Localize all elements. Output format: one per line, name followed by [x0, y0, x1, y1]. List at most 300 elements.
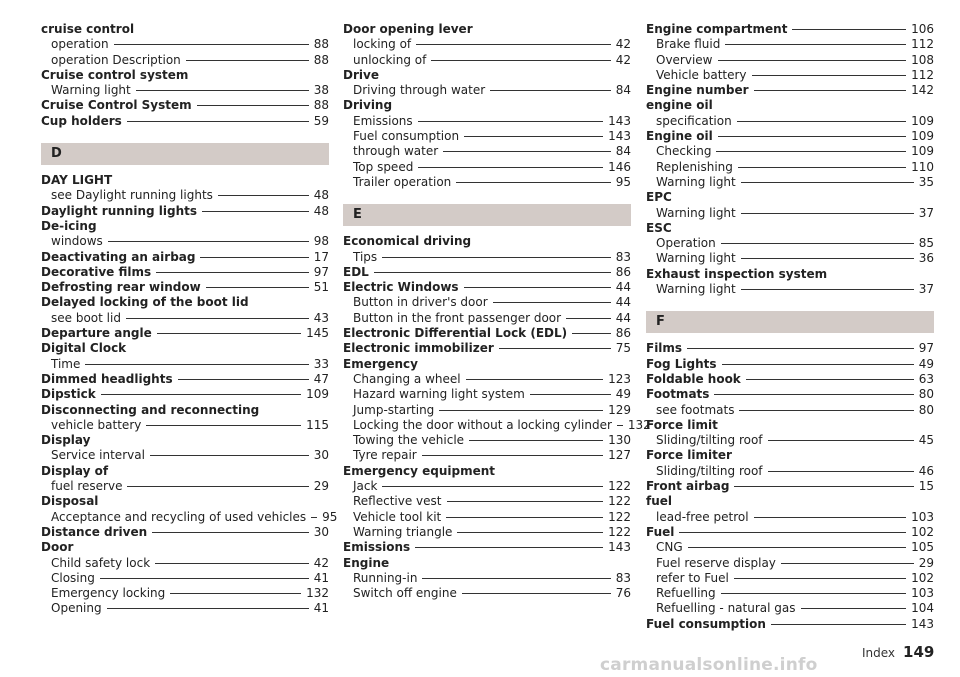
- index-subentry[interactable]: [343, 295, 631, 310]
- index-entry[interactable]: [41, 114, 329, 129]
- page-reference[interactable]: 97: [918, 341, 934, 356]
- index-entry[interactable]: [646, 525, 934, 540]
- index-subentry[interactable]: [343, 571, 631, 586]
- index-subentry[interactable]: [343, 510, 631, 525]
- leader-line: [155, 563, 309, 564]
- entry-text: Departure angle: [41, 326, 152, 341]
- index-entry: [343, 357, 631, 372]
- page-reference[interactable]: 109: [911, 144, 934, 159]
- page-reference[interactable]: 143: [911, 616, 934, 631]
- entry-text: Disconnecting and reconnecting: [41, 402, 260, 417]
- page-reference[interactable]: 29: [313, 479, 329, 494]
- index-entry[interactable]: [646, 22, 934, 37]
- index-subentry[interactable]: [41, 601, 329, 616]
- index-subentry[interactable]: [343, 311, 631, 326]
- index-entry[interactable]: [646, 129, 934, 144]
- index-subentry[interactable]: [41, 509, 338, 525]
- page-reference[interactable]: 123: [608, 371, 631, 386]
- index-subentry[interactable]: [343, 144, 631, 159]
- entry-text: Running-in: [353, 570, 418, 585]
- page-reference[interactable]: 83: [615, 570, 631, 585]
- page-reference[interactable]: 143: [608, 540, 631, 555]
- index-subentry[interactable]: [41, 188, 329, 203]
- entry-text: De-icing: [41, 218, 97, 233]
- page-reference[interactable]: 75: [615, 341, 631, 356]
- index-subentry[interactable]: [646, 236, 934, 251]
- entry-text: Tips: [353, 249, 378, 264]
- page-reference[interactable]: 122: [608, 479, 631, 494]
- entry-text: Driving through water: [353, 83, 486, 98]
- page-reference[interactable]: 88: [313, 52, 329, 67]
- leader-line: [206, 287, 309, 288]
- entry-text: locking of: [353, 37, 412, 52]
- entry-text: EDL: [343, 264, 369, 279]
- page-reference[interactable]: 51: [313, 280, 329, 295]
- index-subentry[interactable]: [343, 175, 631, 190]
- page-reference[interactable]: 45: [918, 433, 934, 448]
- index-subentry[interactable]: [646, 160, 934, 175]
- page-reference[interactable]: 76: [615, 586, 631, 601]
- index-entry[interactable]: [646, 617, 934, 632]
- index-subentry[interactable]: [41, 586, 329, 601]
- index-column-2: [343, 22, 651, 601]
- entry-text: Engine oil: [646, 129, 713, 144]
- page-reference[interactable]: 49: [615, 387, 631, 402]
- index-subentry[interactable]: [343, 448, 631, 463]
- leader-line: [734, 578, 906, 579]
- index-subentry[interactable]: [41, 479, 329, 494]
- index-subentry[interactable]: [646, 282, 934, 297]
- index-entry[interactable]: [41, 280, 329, 295]
- page-reference[interactable]: 108: [911, 52, 934, 67]
- entry-text: Door opening lever: [343, 22, 473, 36]
- leader-line: [469, 440, 603, 441]
- index-entry[interactable]: [343, 265, 631, 280]
- page-reference[interactable]: 84: [615, 83, 631, 98]
- entry-text: Economical driving: [343, 234, 472, 249]
- entry-text: Front airbag: [646, 479, 730, 494]
- page-reference[interactable]: 37: [918, 205, 934, 220]
- page-reference[interactable]: 88: [313, 37, 329, 52]
- page-reference[interactable]: 104: [911, 601, 934, 616]
- page-reference[interactable]: 43: [313, 310, 329, 325]
- leader-line: [741, 182, 914, 183]
- index-subentry[interactable]: [343, 37, 631, 52]
- page-reference[interactable]: 143: [608, 113, 631, 128]
- index-entry[interactable]: [646, 387, 934, 402]
- leader-line: [687, 348, 914, 349]
- page-reference[interactable]: 17: [313, 249, 329, 264]
- leader-line: [456, 182, 610, 183]
- leader-line: [415, 547, 603, 548]
- page-reference[interactable]: 59: [313, 113, 329, 128]
- index-entry[interactable]: [41, 204, 329, 219]
- leader-line: [126, 318, 309, 319]
- page-reference[interactable]: 112: [911, 67, 934, 82]
- page-reference[interactable]: 109: [911, 113, 934, 128]
- entry-text: CNG: [656, 540, 683, 555]
- entry-text: Sliding/tilting roof: [656, 463, 763, 478]
- leader-line: [464, 136, 603, 137]
- entry-text: Sliding/tilting roof: [656, 433, 763, 448]
- page-reference[interactable]: 109: [911, 129, 934, 144]
- index-subentry[interactable]: [41, 571, 329, 586]
- index-subentry[interactable]: [41, 357, 329, 372]
- entry-text: Defrosting rear window: [41, 280, 201, 295]
- index-subentry[interactable]: [343, 387, 631, 402]
- index-subentry[interactable]: [41, 556, 329, 571]
- entry-text: Emergency equipment: [343, 463, 496, 478]
- entry-text: Trailer operation: [353, 174, 452, 189]
- index-subentry[interactable]: [343, 372, 631, 387]
- leader-line: [157, 333, 301, 334]
- entry-text: Acceptance and recycling of used vehicles: [51, 509, 307, 524]
- leader-line: [741, 258, 914, 259]
- index-entry[interactable]: [646, 83, 934, 98]
- entry-text: Emergency locking: [51, 586, 166, 601]
- leader-line: [178, 379, 309, 380]
- leader-line: [725, 44, 906, 45]
- entry-text: Footmats: [646, 387, 710, 402]
- entry-text: see boot lid: [51, 310, 121, 325]
- index-subentry[interactable]: [343, 160, 631, 175]
- leader-line: [127, 486, 308, 487]
- index-entry[interactable]: [41, 98, 329, 113]
- entry-text: Emissions: [353, 113, 413, 128]
- page-reference[interactable]: 30: [313, 524, 329, 539]
- page-reference[interactable]: 106: [911, 22, 934, 36]
- index-subentry[interactable]: [646, 403, 934, 418]
- page-reference[interactable]: 130: [608, 433, 631, 448]
- entry-text: Engine number: [646, 83, 749, 98]
- entry-text: see Daylight running lights: [51, 188, 213, 203]
- page-reference[interactable]: 44: [615, 295, 631, 310]
- page-reference[interactable]: 98: [313, 234, 329, 249]
- index-entry[interactable]: [343, 280, 631, 295]
- leader-line: [422, 578, 610, 579]
- page-reference[interactable]: 30: [313, 448, 329, 463]
- entry-text: Warning triangle: [353, 524, 453, 539]
- page-reference[interactable]: 105: [911, 540, 934, 555]
- page-reference[interactable]: 47: [313, 371, 329, 386]
- index-subentry[interactable]: [343, 494, 631, 509]
- entry-text: Fuel: [646, 524, 675, 539]
- index-subentry[interactable]: [646, 601, 934, 616]
- page-footer: [862, 643, 934, 661]
- entry-text: Electronic Differential Lock (EDL): [343, 326, 568, 341]
- index-entry[interactable]: [41, 387, 329, 402]
- index-subentry[interactable]: [646, 540, 934, 555]
- leader-line: [457, 532, 603, 533]
- leader-line: [150, 455, 309, 456]
- entry-text: Closing: [51, 570, 95, 585]
- page-reference[interactable]: 145: [306, 326, 329, 341]
- index-subentry[interactable]: [343, 114, 631, 129]
- page-reference[interactable]: 142: [911, 83, 934, 98]
- leader-line: [311, 517, 317, 518]
- leader-line: [152, 532, 309, 533]
- index-entry: [41, 295, 329, 310]
- page-reference[interactable]: 33: [313, 356, 329, 371]
- entry-text: Towing the vehicle: [353, 433, 465, 448]
- page-reference[interactable]: 38: [313, 83, 329, 98]
- entry-text: operation: [51, 37, 109, 52]
- index-subentry[interactable]: [41, 448, 329, 463]
- page-reference[interactable]: 49: [918, 356, 934, 371]
- index-entry: [41, 464, 329, 479]
- index-subentry[interactable]: [343, 417, 651, 433]
- page-reference[interactable]: 42: [615, 52, 631, 67]
- entry-text: Dimmed headlights: [41, 371, 173, 386]
- page-reference[interactable]: 85: [918, 236, 934, 251]
- leader-line: [462, 593, 611, 594]
- index-entry: [343, 234, 631, 249]
- index-entry[interactable]: [343, 341, 631, 356]
- index-entry[interactable]: [646, 372, 934, 387]
- entry-text: specification: [656, 113, 732, 128]
- leader-line: [721, 593, 906, 594]
- entry-text: Films: [646, 341, 683, 356]
- leader-line: [493, 302, 611, 303]
- leader-line: [218, 195, 309, 196]
- page-reference[interactable]: 102: [911, 570, 934, 585]
- entry-text: Cruise Control System: [41, 98, 192, 113]
- index-subentry[interactable]: [646, 144, 934, 159]
- leader-line: [170, 593, 301, 594]
- index-subentry[interactable]: [646, 206, 934, 221]
- entry-text: lead-free petrol: [656, 509, 749, 524]
- leader-line: [439, 410, 603, 411]
- page-reference[interactable]: 48: [313, 188, 329, 203]
- index-subentry[interactable]: [646, 37, 934, 52]
- index-entry[interactable]: [343, 326, 631, 341]
- index-entry[interactable]: [41, 326, 329, 341]
- leader-line: [617, 425, 623, 426]
- page-reference[interactable]: 146: [608, 159, 631, 174]
- leader-line: [127, 121, 309, 122]
- entry-text: through water: [353, 144, 439, 159]
- index-subentry[interactable]: [41, 53, 329, 68]
- index-subentry[interactable]: [646, 251, 934, 266]
- page-reference[interactable]: 83: [615, 249, 631, 264]
- leader-line: [741, 213, 914, 214]
- index-subentry[interactable]: [343, 53, 631, 68]
- page-reference[interactable]: 80: [918, 387, 934, 402]
- page-reference[interactable]: 37: [918, 282, 934, 297]
- page-reference[interactable]: 122: [608, 494, 631, 509]
- entry-text: Button in the front passenger door: [353, 310, 562, 325]
- entry-text: Refuelling - natural gas: [656, 601, 796, 616]
- entry-text: Electronic immobilizer: [343, 341, 494, 356]
- index-entry: [646, 494, 934, 509]
- index-subentry[interactable]: [646, 571, 934, 586]
- page-reference[interactable]: 35: [918, 174, 934, 189]
- leader-line: [737, 121, 906, 122]
- leader-line: [146, 425, 301, 426]
- page-reference[interactable]: 115: [306, 417, 329, 432]
- leader-line: [447, 501, 604, 502]
- page-reference[interactable]: 132: [627, 417, 651, 432]
- entry-text: Hazard warning light system: [353, 387, 525, 402]
- index-subentry[interactable]: [343, 250, 631, 265]
- index-entry[interactable]: [646, 341, 934, 356]
- page-reference[interactable]: 48: [313, 203, 329, 218]
- leader-line: [754, 517, 907, 518]
- index-entry: [646, 221, 934, 236]
- leader-line: [530, 394, 611, 395]
- page-reference[interactable]: 86: [615, 326, 631, 341]
- page-reference[interactable]: 44: [615, 310, 631, 325]
- index-entry[interactable]: [41, 265, 329, 280]
- leader-line: [718, 136, 906, 137]
- page-reference[interactable]: 143: [608, 129, 631, 144]
- leader-line: [721, 243, 914, 244]
- leader-line: [679, 532, 906, 533]
- index-entry[interactable]: [646, 357, 934, 372]
- page-reference[interactable]: 84: [615, 144, 631, 159]
- page-reference[interactable]: 109: [306, 387, 329, 402]
- page-reference[interactable]: 42: [615, 37, 631, 52]
- page-reference[interactable]: 80: [918, 402, 934, 417]
- leader-line: [431, 60, 610, 61]
- entry-text: Display of: [41, 463, 109, 478]
- index-entry[interactable]: [41, 372, 329, 387]
- index-entry[interactable]: [41, 250, 329, 265]
- index-subentry[interactable]: [646, 68, 934, 83]
- entry-text: Warning light: [656, 174, 736, 189]
- entry-text: vehicle battery: [51, 417, 142, 432]
- page-reference[interactable]: 63: [918, 371, 934, 386]
- index-entry: [646, 190, 934, 205]
- entry-text: windows: [51, 234, 103, 249]
- page-reference[interactable]: 103: [911, 509, 934, 524]
- index-subentry[interactable]: [343, 433, 631, 448]
- page-reference[interactable]: 42: [313, 555, 329, 570]
- page-reference[interactable]: 112: [911, 37, 934, 52]
- entry-text: Warning light: [656, 282, 736, 297]
- entry-text: see footmats: [656, 402, 735, 417]
- entry-text: cruise control: [41, 22, 135, 36]
- page-reference[interactable]: 95: [615, 174, 631, 189]
- index-subentry[interactable]: [646, 175, 934, 190]
- leader-line: [418, 167, 603, 168]
- page-reference[interactable]: 86: [615, 264, 631, 279]
- page-reference[interactable]: 103: [911, 586, 934, 601]
- entry-text: Driving: [343, 98, 393, 113]
- entry-text: Reflective vest: [353, 494, 442, 509]
- index-subentry[interactable]: [343, 479, 631, 494]
- page-reference[interactable]: 122: [608, 509, 631, 524]
- entry-text: Jack: [353, 479, 378, 494]
- entry-text: Emergency: [343, 356, 418, 371]
- entry-text: Brake fluid: [656, 37, 721, 52]
- index-subentry[interactable]: [41, 311, 329, 326]
- page-reference[interactable]: 102: [911, 524, 934, 539]
- index-subentry[interactable]: [646, 510, 934, 525]
- entry-text: Daylight running lights: [41, 203, 197, 218]
- page-reference[interactable]: 95: [322, 509, 338, 524]
- leader-line: [101, 394, 301, 395]
- page-reference[interactable]: 129: [608, 402, 631, 417]
- index-subentry[interactable]: [343, 403, 631, 418]
- entry-text: Jump-starting: [353, 402, 435, 417]
- index-subentry[interactable]: [646, 586, 934, 601]
- index-subentry[interactable]: [41, 37, 329, 52]
- index-entry: [41, 403, 329, 418]
- entry-text: Delayed locking of the boot lid: [41, 295, 249, 310]
- index-subentry[interactable]: [41, 83, 329, 98]
- entry-text: Deactivating an airbag: [41, 249, 196, 264]
- entry-text: Exhaust inspection system: [646, 266, 828, 281]
- index-entry: [646, 418, 934, 433]
- index-subentry[interactable]: [343, 525, 631, 540]
- index-entry[interactable]: [343, 540, 631, 555]
- index-subentry[interactable]: [646, 433, 934, 448]
- entry-text: Button in driver's door: [353, 295, 488, 310]
- index-entry: [343, 464, 631, 479]
- entry-text: Display: [41, 433, 91, 448]
- page-reference[interactable]: 15: [918, 479, 934, 494]
- page-reference[interactable]: 41: [313, 570, 329, 585]
- entry-text: Replenishing: [656, 159, 733, 174]
- leader-line: [382, 257, 611, 258]
- leader-line: [734, 486, 913, 487]
- leader-line: [114, 44, 309, 45]
- leader-line: [490, 90, 611, 91]
- index-entry: [41, 540, 329, 555]
- entry-text: fuel reserve: [51, 479, 123, 494]
- leader-line: [186, 60, 309, 61]
- entry-text: engine oil: [646, 98, 713, 113]
- page-reference[interactable]: 127: [608, 448, 631, 463]
- entry-text: unlocking of: [353, 52, 427, 67]
- index-subentry[interactable]: [646, 53, 934, 68]
- page-reference[interactable]: 122: [608, 524, 631, 539]
- page-reference[interactable]: 36: [918, 251, 934, 266]
- page-reference[interactable]: 88: [313, 98, 329, 113]
- index-subentry[interactable]: [646, 556, 934, 571]
- leader-line: [572, 333, 611, 334]
- index-entry: [646, 267, 934, 282]
- index-subentry[interactable]: [343, 129, 631, 144]
- entry-text: Top speed: [353, 159, 414, 174]
- entry-text: Digital Clock: [41, 341, 127, 356]
- entry-text: Door: [41, 540, 74, 555]
- page-reference[interactable]: 44: [615, 280, 631, 295]
- index-entry: [41, 22, 329, 37]
- page-reference[interactable]: 41: [313, 601, 329, 616]
- page-reference[interactable]: 29: [918, 555, 934, 570]
- index-subentry[interactable]: [646, 114, 934, 129]
- index-entry[interactable]: [41, 525, 329, 540]
- index-entry[interactable]: [646, 479, 934, 494]
- entry-text: Locking the door without a locking cylinder: [353, 417, 612, 432]
- index-subentry[interactable]: [41, 418, 329, 433]
- leader-line: [566, 318, 611, 319]
- index-subentry[interactable]: [41, 234, 329, 249]
- index-subentry[interactable]: [343, 83, 631, 98]
- page-reference[interactable]: 132: [306, 586, 329, 601]
- index-subentry[interactable]: [646, 464, 934, 479]
- entry-text: Fuel consumption: [646, 616, 766, 631]
- page-reference[interactable]: 110: [911, 159, 934, 174]
- entry-text: Emissions: [343, 540, 411, 555]
- page-reference[interactable]: 97: [313, 264, 329, 279]
- index-column-1: [41, 22, 338, 617]
- leader-line: [752, 75, 907, 76]
- index-subentry[interactable]: [343, 586, 631, 601]
- page-reference[interactable]: 46: [918, 463, 934, 478]
